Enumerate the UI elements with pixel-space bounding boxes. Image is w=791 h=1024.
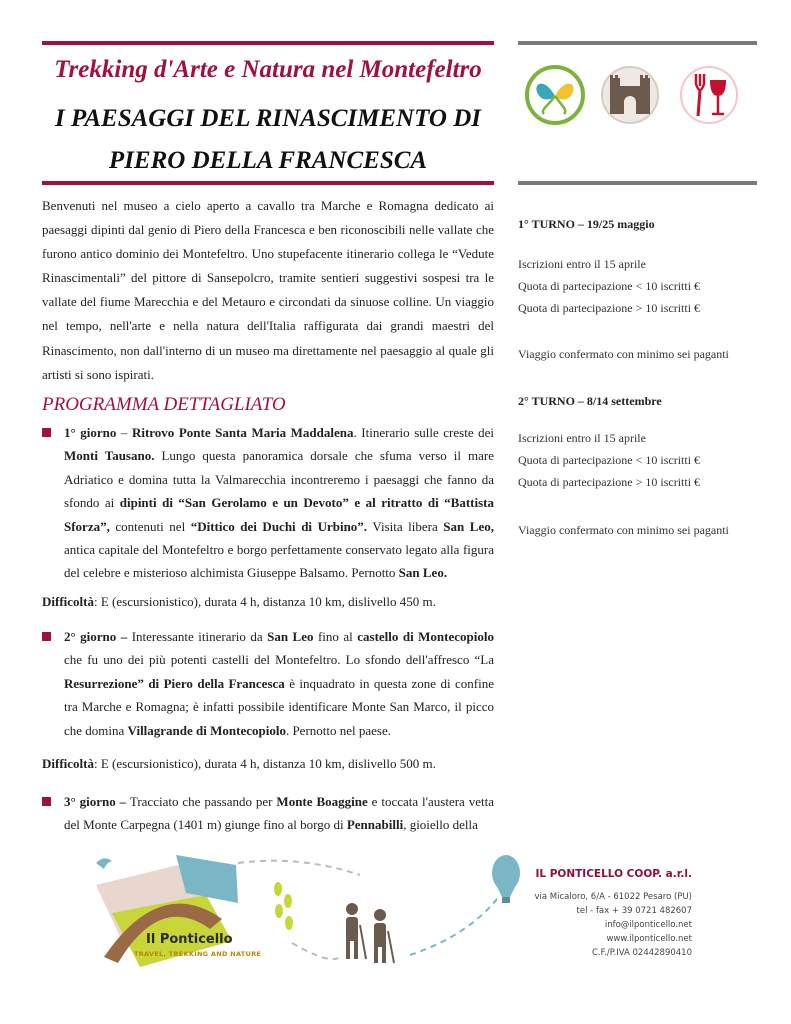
hikers-icon (346, 903, 394, 963)
bullet-square (42, 632, 51, 641)
page-subtitle: Trekking d'Arte e Natura nel Montefeltro (54, 56, 482, 83)
day-1-paragraph: 1° giorno – Ritrovo Ponte Santa Maria Maddalena. Itinerario sulle creste dei Monti Tausano. Lungo questa panoramica dorsale che sfuma verso il mare Adriatico e domina tutta la Valmarecchia incontreremo i paesaggi che fanno da sfondo ai dipinti di “San Gerolamo e un Devoto” e al ritratto di “Battista Sforza”, contenuti nel “Dittico dei Duchi di Urbino”. Visita libera San Leo, antica capitale del Montefeltro e borgo perfettamente conservato legato alla figura del celebre e misterioso alchimista Giuseppe Balsamo. Pernotto San Leo. (64, 425, 495, 581)
header-rule-top (42, 41, 494, 45)
turno-1-quota-gt: Quota di partecipazione > 10 iscritti € (518, 301, 701, 315)
logo-tagline: TRAVEL, TREKKING AND NATURE (134, 950, 262, 958)
hot-air-balloon-icon (492, 855, 520, 903)
bullet-square (42, 428, 51, 437)
page-title (42, 98, 494, 182)
turno-1-viaggio: Viaggio confermato con minimo sei paganti (518, 347, 729, 361)
turno-2-title: 2° TURNO – 8/14 settembre (518, 394, 662, 408)
theme-icons (524, 64, 744, 126)
intro-paragraph: Benvenuti nel museo a cielo aperto a cavallo tra Marche e Romagna dedicato ai paesaggi dipinti dal genio di Piero della Francesca e ben riconoscibili nelle vallate che furono antico dominio dei Montefeltro. Uno stupefacente itinerario collega le “Vedute Rinascimentali” del pittore di Sansepolcro, tramite sentieri suggestivi sospesi tra le vallate del fiume Marecchia e del Metauro e circondati da sinuose colline. Un viaggio nel tempo, nell'arte e nella natura dell'Italia raffigurata dai grandi maestri del Rinascimento, non dall'interno di un museo ma direttamente nel paesaggio al quale gli artisti si sono ispirati. (42, 198, 494, 382)
turno-1-quota-lt: Quota di partecipazione < 10 iscritti € (518, 279, 701, 293)
sidebar-rule-top (518, 41, 757, 45)
company-vat: C.F./P.IVA 02442890410 (591, 948, 692, 958)
page-title-line1: I PAESAGGI DEL RINASCIMENTO DI (54, 105, 482, 132)
footprints-icon (274, 882, 293, 930)
turno-2-quota-gt: Quota di partecipazione > 10 iscritti € (518, 475, 701, 489)
turno-1-iscrizioni: Iscrizioni entro il 15 aprile (518, 257, 646, 271)
company-name: IL PONTICELLO COOP. a.r.l. (535, 868, 692, 880)
day-3-paragraph: 3° giorno – Tracciato che passando per Monte Boaggine e toccata l'austera vetta del Monte Carpegna (1401 m) giunge fino al borgo di Pennabilli, gioiello della (64, 794, 495, 833)
day-2-paragraph: 2° giorno – Interessante itinerario da San Leo fino al castello di Montecopiolo che fu uno dei più potenti castelli del Montefeltro. Lo sfondo dell'affresco “La Resurrezione” di Piero della Francesca è inquadrato in questa zone di confine tra Marche e Romagna; è infatti possibile identificare Monte San Marco, il picco che domina Villagrande di Montecopiolo. Pernotto nel paese. (64, 629, 494, 738)
company-website[interactable]: www.ilponticello.net (606, 934, 692, 944)
turno-2-iscrizioni: Iscrizioni entro il 15 aprile (518, 431, 646, 445)
nature-butterfly-icon (527, 67, 583, 123)
bullet-square (42, 797, 51, 806)
sidebar-rule-bottom (518, 181, 757, 185)
castle-icon (602, 67, 658, 123)
turno-2-viaggio: Viaggio confermato con minimo sei paganti (518, 523, 729, 537)
turno-2-quota-lt: Quota di partecipazione < 10 iscritti € (518, 453, 701, 467)
day-2-difficulty: Difficoltà: E (escursionistico), durata 4 h, distanza 10 km, dislivello 500 m. (42, 756, 436, 771)
company-address: via Micaloro, 6/A - 61022 Pesaro (PU) (534, 892, 692, 902)
logo-name: Il Ponticello (146, 932, 233, 947)
company-phone: tel - fax + 39 0721 482607 (576, 906, 692, 916)
day-3-label: 3° giorno – (64, 794, 127, 809)
company-email[interactable]: info@ilponticello.net (604, 920, 692, 930)
page-title-line2: PIERO DELLA FRANCESCA (108, 147, 428, 174)
turno-1-title: 1° TURNO – 19/25 maggio (518, 217, 655, 231)
day-2-label: 2° giorno – (64, 629, 128, 644)
company-info (520, 868, 692, 960)
food-wine-icon (681, 67, 737, 123)
day-1-label: 1° giorno (64, 425, 117, 440)
program-heading: PROGRAMMA DETTAGLIATO (42, 394, 286, 415)
day-1-difficulty: Difficoltà: E (escursionistico), durata 4 h, distanza 10 km, dislivello 450 m. (42, 594, 436, 609)
